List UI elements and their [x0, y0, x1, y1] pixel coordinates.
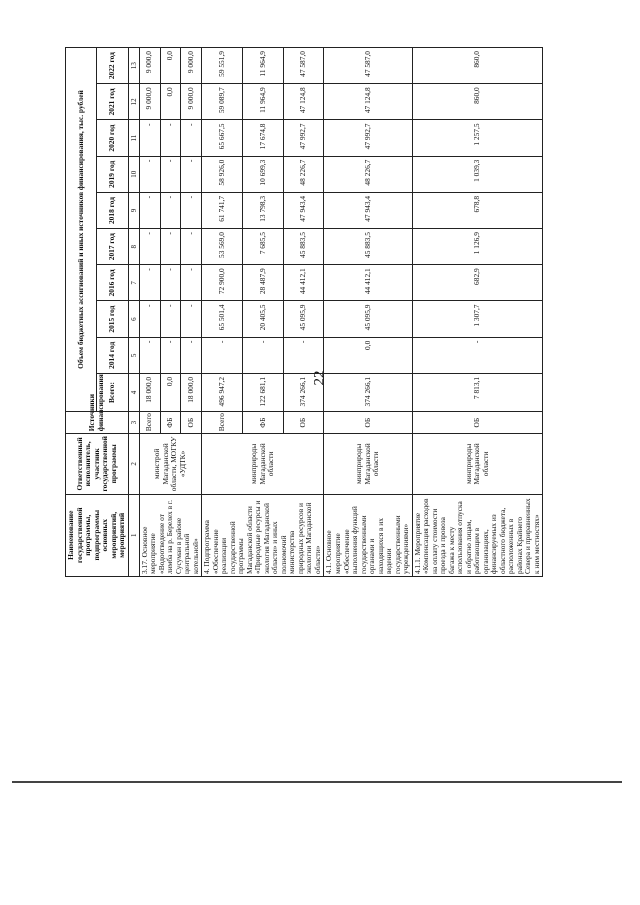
row-year-value: - [202, 337, 243, 373]
row-year-value: 1 257,5 [412, 120, 543, 156]
page-number: 22 [311, 370, 328, 386]
row-year-value: 47 992,7 [324, 120, 412, 156]
row-year-value: - [139, 301, 160, 337]
row-total-value: 7 813,1 [412, 373, 543, 411]
row-source: ФБ [243, 412, 284, 434]
row-year-value: - [181, 192, 202, 228]
header-total: Всего: [97, 373, 128, 411]
row-total-value: 122 681,1 [243, 373, 284, 411]
row-year-value: 9 000,0 [181, 48, 202, 84]
row-year-value: - [181, 229, 202, 265]
row-year-value: 9 000,0 [139, 48, 160, 84]
row-year-value: - [181, 265, 202, 301]
col-number: 6 [128, 301, 139, 337]
col-number: 12 [128, 84, 139, 120]
row-year-value: - [139, 337, 160, 373]
col-number: 3 [128, 412, 139, 434]
row-year-value: 58 926,0 [202, 156, 243, 192]
row-source: ОБ [283, 412, 324, 434]
row-source: ОБ [324, 412, 412, 434]
row-total-value: 18 000,0 [139, 373, 160, 411]
row-year-value: 860,0 [412, 48, 543, 84]
row-year-value: 47 943,4 [324, 192, 412, 228]
row-total-value: 374 266,1 [324, 373, 412, 411]
header-year: 2020 год [97, 120, 128, 156]
row-year-value: 61 741,7 [202, 192, 243, 228]
row-executor: минстрой Магаданской области, МОГКУ «УДТК» [139, 434, 202, 494]
row-year-value: 47 587,0 [283, 48, 324, 84]
header-year: 2021 год [97, 84, 128, 120]
col-number: 8 [128, 229, 139, 265]
row-year-value: 1 039,3 [412, 156, 543, 192]
table-row [139, 48, 160, 577]
row-total-value: 18 000,0 [181, 373, 202, 411]
column-number-row [128, 48, 139, 577]
header-funding-group: Объем бюджетных ассигнований и иных источников финансирования, тыс. рублей [66, 48, 97, 412]
row-year-value: - [181, 301, 202, 337]
row-name: 3.17. Основное мероприятие «Водоотведение от лимба на р. Берелех в г. Сусуман в районе центральной котельной» [139, 494, 202, 576]
row-source: ОБ [181, 412, 202, 434]
row-year-value: - [160, 156, 181, 192]
table-row [202, 48, 243, 577]
row-year-value: 9 000,0 [181, 84, 202, 120]
row-total-value: 374 266,1 [283, 373, 324, 411]
header-executor: Ответственный исполнитель, участник государственной программы [66, 434, 129, 494]
row-executor: минприроды Магаданской области [412, 434, 543, 494]
col-number: 1 [128, 494, 139, 576]
row-source: ОБ [412, 412, 543, 434]
row-name: 4.1.1. Мероприятие «Компенсация расходов на оплату стоимости проезда и провоза багажа к месту использования отпуска и обратно лицам, работающим в организациях, финансируемых из областного бюджета, расположенных в районах Крайнего Севера и приравненных к ним местностях» [412, 494, 543, 576]
row-year-value: 59 089,7 [202, 84, 243, 120]
row-year-value: 44 412,1 [324, 265, 412, 301]
header-year: 2015 год [97, 301, 128, 337]
row-year-value: 47 992,7 [283, 120, 324, 156]
row-year-value: 682,9 [412, 265, 543, 301]
row-year-value: 1 307,7 [412, 301, 543, 337]
header-name: Наименование государственной программы, подпрограммы основных мероприятий, мероприятий [66, 494, 129, 576]
row-year-value: 7 685,5 [243, 229, 284, 265]
row-year-value: 59 551,9 [202, 48, 243, 84]
row-name: 4. Подпрограмма «Обеспечение реализации государственной программы Магаданской области «Природные ресурсы и экология Магаданской области» и иных полномочий министерства природных ресурсов и экологии Магаданской области» [202, 494, 324, 576]
row-year-value: 65 501,4 [202, 301, 243, 337]
row-year-value: - [160, 229, 181, 265]
header-year: 2017 год [97, 229, 128, 265]
row-year-value: - [160, 301, 181, 337]
row-year-value: 11 964,9 [243, 48, 284, 84]
row-year-value: 9 000,0 [139, 84, 160, 120]
row-year-value: - [139, 265, 160, 301]
row-year-value: 48 226,7 [324, 156, 412, 192]
row-year-value: 17 674,8 [243, 120, 284, 156]
row-year-value: 0,0 [160, 84, 181, 120]
row-year-value: - [181, 337, 202, 373]
row-executor: минприроды Магаданской области [202, 434, 324, 494]
row-year-value: 47 124,8 [324, 84, 412, 120]
row-year-value: 20 405,5 [243, 301, 284, 337]
row-year-value: - [160, 337, 181, 373]
row-year-value: 0,0 [160, 48, 181, 84]
row-year-value: 45 095,9 [283, 301, 324, 337]
row-year-value: - [160, 120, 181, 156]
row-year-value: - [160, 192, 181, 228]
row-year-value: - [139, 192, 160, 228]
row-year-value: - [283, 337, 324, 373]
row-year-value: 860,0 [412, 84, 543, 120]
header-year: 2018 год [97, 192, 128, 228]
row-year-value: 13 798,3 [243, 192, 284, 228]
row-year-value: - [139, 229, 160, 265]
header-year: 2019 год [97, 156, 128, 192]
col-number: 7 [128, 265, 139, 301]
col-number: 13 [128, 48, 139, 84]
col-number: 4 [128, 373, 139, 411]
header-source: Источники финансирования [66, 412, 129, 434]
row-year-value: - [181, 156, 202, 192]
row-year-value: - [139, 120, 160, 156]
col-number: 5 [128, 337, 139, 373]
row-year-value: - [139, 156, 160, 192]
row-year-value: 678,8 [412, 192, 543, 228]
row-year-value: - [160, 265, 181, 301]
row-total-value: 496 947,2 [202, 373, 243, 411]
col-number: 10 [128, 156, 139, 192]
table-row [412, 48, 543, 577]
header-year: 2022 год [97, 48, 128, 84]
row-year-value: 1 126,9 [412, 229, 543, 265]
row-name: 4.1. Основное мероприятие «Обеспечение выполнения функций государственными органами и находящихся в их ведении государственными учреждениями» [324, 494, 412, 576]
row-year-value: - [243, 337, 284, 373]
row-executor: минприроды Магаданской области [324, 434, 412, 494]
row-year-value: 45 095,9 [324, 301, 412, 337]
footer-divider [12, 781, 622, 783]
row-source: Всего [139, 412, 160, 434]
row-year-value: 48 226,7 [283, 156, 324, 192]
row-year-value: 0,0 [324, 337, 412, 373]
row-year-value: 47 943,4 [283, 192, 324, 228]
header-year: 2014 год [97, 337, 128, 373]
rotated-table-container [65, 47, 575, 577]
row-year-value: 53 569,0 [202, 229, 243, 265]
row-source: ФБ [160, 412, 181, 434]
row-source: Всего [202, 412, 243, 434]
col-number: 11 [128, 120, 139, 156]
row-year-value: 47 587,0 [324, 48, 412, 84]
header-year: 2016 год [97, 265, 128, 301]
row-year-value: 10 699,3 [243, 156, 284, 192]
col-number: 9 [128, 192, 139, 228]
row-year-value: 45 883,5 [324, 229, 412, 265]
row-year-value: 45 883,5 [283, 229, 324, 265]
row-year-value: 72 900,0 [202, 265, 243, 301]
table-row [324, 48, 412, 577]
table-body [139, 48, 543, 577]
row-year-value: 44 412,1 [283, 265, 324, 301]
row-total-value: 0,0 [160, 373, 181, 411]
funding-table [65, 47, 543, 577]
row-year-value: 47 124,8 [283, 84, 324, 120]
row-year-value: 65 667,5 [202, 120, 243, 156]
col-number: 2 [128, 434, 139, 494]
row-year-value: 11 964,9 [243, 84, 284, 120]
row-year-value: - [412, 337, 543, 373]
row-year-value: 28 487,9 [243, 265, 284, 301]
row-year-value: - [181, 120, 202, 156]
